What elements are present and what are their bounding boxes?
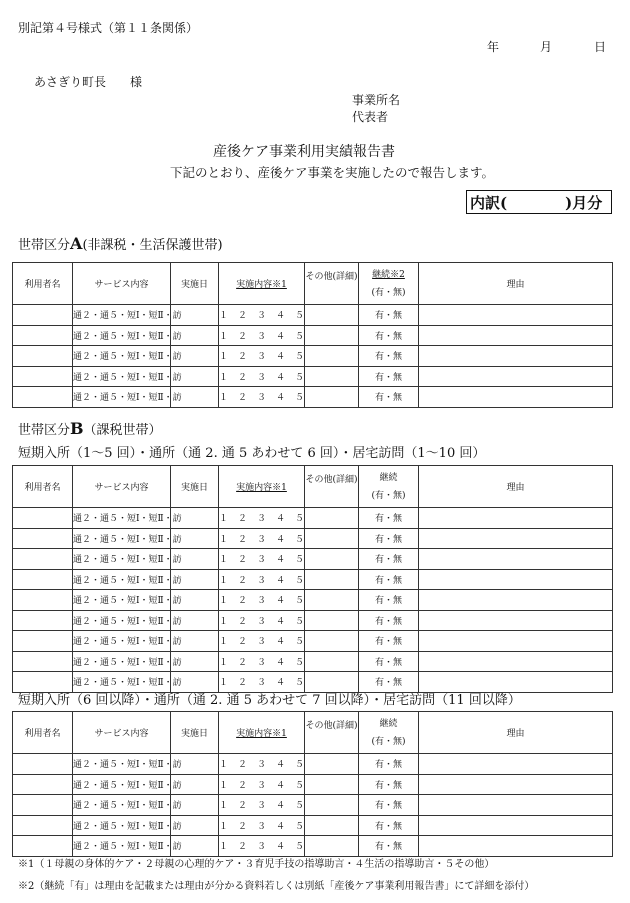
table-row bbox=[13, 387, 613, 408]
col-header-content-label: 実施内容※1 bbox=[236, 483, 287, 493]
user-name-cell[interactable] bbox=[13, 325, 73, 346]
section-a-label bbox=[18, 236, 223, 252]
reason-cell[interactable] bbox=[419, 549, 613, 570]
section-b-suffix: （課税世帯） bbox=[83, 423, 162, 438]
service-options-cell[interactable]: 通２・通５・短Ⅰ・短Ⅱ・訪 bbox=[73, 754, 171, 775]
col-header-content-label: 実施内容※1 bbox=[236, 729, 287, 739]
office-name-label: 事業所名 bbox=[352, 93, 401, 107]
reason-cell[interactable] bbox=[419, 631, 613, 652]
user-name-cell[interactable] bbox=[13, 590, 73, 611]
continue-options-cell[interactable]: 有・無 bbox=[359, 569, 419, 590]
service-options-cell[interactable]: 通２・通５・短Ⅰ・短Ⅱ・訪 bbox=[73, 569, 171, 590]
table-row bbox=[13, 366, 613, 387]
continue-options-cell[interactable]: 有・無 bbox=[359, 774, 419, 795]
content-options-cell[interactable]: １ ２ ３ ４ ５ bbox=[219, 836, 305, 857]
content-options-cell[interactable]: １ ２ ３ ４ ５ bbox=[219, 631, 305, 652]
content-options-cell[interactable]: １ ２ ３ ４ ５ bbox=[219, 795, 305, 816]
reason-cell[interactable] bbox=[419, 610, 613, 631]
user-name-cell[interactable] bbox=[13, 549, 73, 570]
content-options-cell[interactable]: １ ２ ３ ４ ５ bbox=[219, 549, 305, 570]
service-options-cell[interactable]: 通２・通５・短Ⅰ・短Ⅱ・訪 bbox=[73, 590, 171, 611]
continue-options-cell[interactable]: 有・無 bbox=[359, 508, 419, 529]
col-header-continue-bottom: (有・無) bbox=[371, 736, 406, 747]
footnote-1: ※1（１母親の身体的ケア・２母親の心理的ケア・３育児手技の指導助言・４生活の指導助言・５その他） bbox=[18, 859, 495, 870]
other-detail-cell[interactable] bbox=[305, 549, 359, 570]
content-options-cell[interactable]: １ ２ ３ ４ ５ bbox=[219, 610, 305, 631]
service-options-cell[interactable]: 通２・通５・短Ⅰ・短Ⅱ・訪 bbox=[73, 672, 171, 693]
table-row bbox=[13, 528, 613, 549]
other-detail-cell[interactable] bbox=[305, 815, 359, 836]
section-b-sub1-label: 短期入所（1〜5 回）・通所（通 2. 通 5 あわせて 6 回）・居宅訪問（1〜10 回） bbox=[18, 446, 486, 461]
service-options-cell[interactable]: 通２・通５・短Ⅰ・短Ⅱ・訪 bbox=[73, 387, 171, 408]
service-options-cell[interactable]: 通２・通５・短Ⅰ・短Ⅱ・訪 bbox=[73, 346, 171, 367]
content-options-cell[interactable]: １ ２ ３ ４ ５ bbox=[219, 774, 305, 795]
continue-options-cell[interactable]: 有・無 bbox=[359, 528, 419, 549]
service-options-cell[interactable]: 通２・通５・短Ⅰ・短Ⅱ・訪 bbox=[73, 651, 171, 672]
content-options-cell[interactable]: １ ２ ３ ４ ５ bbox=[219, 569, 305, 590]
table-row bbox=[13, 631, 613, 652]
col-header-user: 利用者名 bbox=[13, 263, 73, 305]
other-detail-cell[interactable] bbox=[305, 305, 359, 326]
col-header-content bbox=[219, 712, 305, 754]
section-b-label bbox=[18, 421, 162, 437]
user-name-cell[interactable] bbox=[13, 631, 73, 652]
content-options-cell[interactable]: １ ２ ３ ４ ５ bbox=[219, 346, 305, 367]
other-detail-cell[interactable] bbox=[305, 508, 359, 529]
service-options-cell[interactable]: 通２・通５・短Ⅰ・短Ⅱ・訪 bbox=[73, 528, 171, 549]
other-detail-cell[interactable] bbox=[305, 366, 359, 387]
table-section-b2 bbox=[12, 711, 613, 857]
service-options-cell[interactable]: 通２・通５・短Ⅰ・短Ⅱ・訪 bbox=[73, 631, 171, 652]
col-header-continue-bottom: (有・無) bbox=[371, 490, 406, 501]
col-header-service: サービス内容 bbox=[73, 466, 171, 508]
date-month-label: 月 bbox=[540, 40, 553, 54]
breakdown-suffix: )月分 bbox=[565, 193, 603, 212]
content-options-cell[interactable]: １ ２ ３ ４ ５ bbox=[219, 815, 305, 836]
col-header-content bbox=[219, 466, 305, 508]
continue-options-cell[interactable]: 有・無 bbox=[359, 795, 419, 816]
table-row bbox=[13, 836, 613, 857]
col-header-continue bbox=[359, 712, 419, 754]
table-section-a bbox=[12, 262, 613, 408]
reason-cell[interactable] bbox=[419, 325, 613, 346]
reason-cell[interactable] bbox=[419, 590, 613, 611]
table-row bbox=[13, 508, 613, 529]
content-options-cell[interactable]: １ ２ ３ ４ ５ bbox=[219, 590, 305, 611]
other-detail-cell[interactable] bbox=[305, 346, 359, 367]
other-detail-cell[interactable] bbox=[305, 672, 359, 693]
continue-options-cell[interactable]: 有・無 bbox=[359, 836, 419, 857]
section-b-sub2-label: 短期入所（6 回以降）・通所（通 2. 通 5 あわせて 7 回以降）・居宅訪問（11 回以降） bbox=[18, 693, 521, 708]
reason-cell[interactable] bbox=[419, 366, 613, 387]
table-section-b1 bbox=[12, 465, 613, 693]
continue-options-cell[interactable]: 有・無 bbox=[359, 325, 419, 346]
user-name-cell[interactable] bbox=[13, 569, 73, 590]
section-a-suffix: (非課税・生活保護世帯) bbox=[82, 238, 223, 253]
content-options-cell[interactable]: １ ２ ３ ４ ５ bbox=[219, 508, 305, 529]
continue-options-cell[interactable]: 有・無 bbox=[359, 610, 419, 631]
content-options-cell[interactable]: １ ２ ３ ４ ５ bbox=[219, 325, 305, 346]
reason-cell[interactable] bbox=[419, 815, 613, 836]
col-header-continue-top: 継続 bbox=[379, 718, 398, 729]
col-header-user: 利用者名 bbox=[13, 466, 73, 508]
table-row bbox=[13, 754, 613, 775]
service-options-cell[interactable]: 通２・通５・短Ⅰ・短Ⅱ・訪 bbox=[73, 836, 171, 857]
user-name-cell[interactable] bbox=[13, 754, 73, 775]
table-row bbox=[13, 305, 613, 326]
continue-options-cell[interactable]: 有・無 bbox=[359, 754, 419, 775]
date-day-label: 日 bbox=[594, 40, 607, 54]
col-header-continue bbox=[359, 466, 419, 508]
reason-cell[interactable] bbox=[419, 836, 613, 857]
user-name-cell[interactable] bbox=[13, 346, 73, 367]
other-detail-cell[interactable] bbox=[305, 569, 359, 590]
continue-options-cell[interactable]: 有・無 bbox=[359, 366, 419, 387]
document-title: 産後ケア事業利用実績報告書 bbox=[213, 144, 395, 160]
table-row bbox=[13, 774, 613, 795]
content-options-cell[interactable]: １ ２ ３ ４ ５ bbox=[219, 672, 305, 693]
col-header-reason: 理由 bbox=[419, 263, 613, 305]
user-name-cell[interactable] bbox=[13, 528, 73, 549]
continue-options-cell[interactable]: 有・無 bbox=[359, 672, 419, 693]
user-name-cell[interactable] bbox=[13, 795, 73, 816]
reason-cell[interactable] bbox=[419, 651, 613, 672]
other-detail-cell[interactable] bbox=[305, 795, 359, 816]
table-row bbox=[13, 672, 613, 693]
user-name-cell[interactable] bbox=[13, 610, 73, 631]
content-options-cell[interactable]: １ ２ ３ ４ ５ bbox=[219, 528, 305, 549]
section-a-letter: A bbox=[70, 234, 83, 253]
col-header-reason: 理由 bbox=[419, 712, 613, 754]
date-year-label: 年 bbox=[487, 40, 500, 54]
user-name-cell[interactable] bbox=[13, 774, 73, 795]
col-header-content-label: 実施内容※1 bbox=[236, 280, 287, 290]
section-b-prefix: 世帯区分 bbox=[18, 423, 71, 438]
user-name-cell[interactable] bbox=[13, 815, 73, 836]
col-header-continue bbox=[359, 263, 419, 305]
reason-cell[interactable] bbox=[419, 528, 613, 549]
other-detail-cell[interactable] bbox=[305, 836, 359, 857]
other-detail-cell[interactable] bbox=[305, 774, 359, 795]
other-detail-cell[interactable] bbox=[305, 325, 359, 346]
content-options-cell[interactable]: １ ２ ３ ４ ５ bbox=[219, 387, 305, 408]
table-row bbox=[13, 610, 613, 631]
reason-cell[interactable] bbox=[419, 569, 613, 590]
continue-options-cell[interactable]: 有・無 bbox=[359, 590, 419, 611]
continue-options-cell[interactable]: 有・無 bbox=[359, 631, 419, 652]
user-name-cell[interactable] bbox=[13, 366, 73, 387]
service-options-cell[interactable]: 通２・通５・短Ⅰ・短Ⅱ・訪 bbox=[73, 815, 171, 836]
col-header-other-label: その他(詳細) bbox=[305, 272, 358, 282]
section-b-letter: B bbox=[70, 419, 84, 438]
other-detail-cell[interactable] bbox=[305, 528, 359, 549]
addressee: あさぎり町長 様 bbox=[34, 75, 143, 89]
other-detail-cell[interactable] bbox=[305, 754, 359, 775]
col-header-continue-top: 継続 bbox=[379, 472, 398, 483]
other-detail-cell[interactable] bbox=[305, 610, 359, 631]
content-options-cell[interactable]: １ ２ ３ ４ ５ bbox=[219, 754, 305, 775]
user-name-cell[interactable] bbox=[13, 305, 73, 326]
reason-cell[interactable] bbox=[419, 305, 613, 326]
continue-options-cell[interactable]: 有・無 bbox=[359, 549, 419, 570]
col-header-user: 利用者名 bbox=[13, 712, 73, 754]
reason-cell[interactable] bbox=[419, 754, 613, 775]
form-label: 別記第４号様式（第１１条関係） bbox=[18, 21, 199, 35]
content-options-cell[interactable]: １ ２ ３ ４ ５ bbox=[219, 651, 305, 672]
col-header-date: 実施日 bbox=[171, 263, 219, 305]
reason-cell[interactable] bbox=[419, 795, 613, 816]
continue-options-cell[interactable]: 有・無 bbox=[359, 305, 419, 326]
service-options-cell[interactable]: 通２・通５・短Ⅰ・短Ⅱ・訪 bbox=[73, 795, 171, 816]
col-header-other bbox=[305, 466, 359, 508]
continue-options-cell[interactable]: 有・無 bbox=[359, 815, 419, 836]
table-row bbox=[13, 325, 613, 346]
reason-cell[interactable] bbox=[419, 346, 613, 367]
col-header-other-label: その他(詳細) bbox=[305, 721, 358, 731]
table-row bbox=[13, 590, 613, 611]
service-options-cell[interactable]: 通２・通５・短Ⅰ・短Ⅱ・訪 bbox=[73, 305, 171, 326]
col-header-other-label: その他(詳細) bbox=[305, 475, 358, 485]
service-options-cell[interactable]: 通２・通５・短Ⅰ・短Ⅱ・訪 bbox=[73, 610, 171, 631]
table-header-row bbox=[13, 263, 613, 305]
user-name-cell[interactable] bbox=[13, 387, 73, 408]
continue-options-cell[interactable]: 有・無 bbox=[359, 651, 419, 672]
other-detail-cell[interactable] bbox=[305, 590, 359, 611]
col-header-service: サービス内容 bbox=[73, 712, 171, 754]
reason-cell[interactable] bbox=[419, 774, 613, 795]
table-row bbox=[13, 815, 613, 836]
col-header-date: 実施日 bbox=[171, 466, 219, 508]
month-breakdown-box[interactable] bbox=[466, 190, 612, 214]
section-a-prefix: 世帯区分 bbox=[18, 238, 71, 253]
col-header-other bbox=[305, 712, 359, 754]
col-header-service: サービス内容 bbox=[73, 263, 171, 305]
content-options-cell[interactable]: １ ２ ３ ４ ５ bbox=[219, 366, 305, 387]
other-detail-cell[interactable] bbox=[305, 387, 359, 408]
footnote-2: ※2（継続「有」は理由を記載または理由が分かる資料若しくは別紙「産後ケア事業利用報告書」にて詳細を添付） bbox=[18, 881, 535, 892]
table-row bbox=[13, 346, 613, 367]
continue-options-cell[interactable]: 有・無 bbox=[359, 387, 419, 408]
content-options-cell[interactable]: １ ２ ３ ４ ５ bbox=[219, 305, 305, 326]
service-options-cell[interactable]: 通２・通５・短Ⅰ・短Ⅱ・訪 bbox=[73, 774, 171, 795]
reason-cell[interactable] bbox=[419, 508, 613, 529]
col-header-other bbox=[305, 263, 359, 305]
representative-label: 代表者 bbox=[352, 110, 389, 124]
col-header-date: 実施日 bbox=[171, 712, 219, 754]
col-header-reason: 理由 bbox=[419, 466, 613, 508]
user-name-cell[interactable] bbox=[13, 836, 73, 857]
service-options-cell[interactable]: 通２・通５・短Ⅰ・短Ⅱ・訪 bbox=[73, 549, 171, 570]
reason-cell[interactable] bbox=[419, 672, 613, 693]
table-row bbox=[13, 651, 613, 672]
col-header-continue-top: 継続※2 bbox=[372, 269, 405, 280]
col-header-continue-bottom: (有・無) bbox=[371, 287, 406, 298]
col-header-content bbox=[219, 263, 305, 305]
continue-options-cell[interactable]: 有・無 bbox=[359, 346, 419, 367]
reason-cell[interactable] bbox=[419, 387, 613, 408]
table-row bbox=[13, 549, 613, 570]
table-header-row bbox=[13, 712, 613, 754]
user-name-cell[interactable] bbox=[13, 508, 73, 529]
service-options-cell[interactable]: 通２・通５・短Ⅰ・短Ⅱ・訪 bbox=[73, 366, 171, 387]
user-name-cell[interactable] bbox=[13, 651, 73, 672]
intro-text: 下記のとおり、産後ケア事業を実施したので報告します。 bbox=[170, 165, 495, 180]
table-row bbox=[13, 569, 613, 590]
other-detail-cell[interactable] bbox=[305, 631, 359, 652]
table-row bbox=[13, 795, 613, 816]
service-options-cell[interactable]: 通２・通５・短Ⅰ・短Ⅱ・訪 bbox=[73, 508, 171, 529]
table-header-row bbox=[13, 466, 613, 508]
user-name-cell[interactable] bbox=[13, 672, 73, 693]
breakdown-prefix: 内訳( bbox=[470, 193, 508, 212]
service-options-cell[interactable]: 通２・通５・短Ⅰ・短Ⅱ・訪 bbox=[73, 325, 171, 346]
other-detail-cell[interactable] bbox=[305, 651, 359, 672]
